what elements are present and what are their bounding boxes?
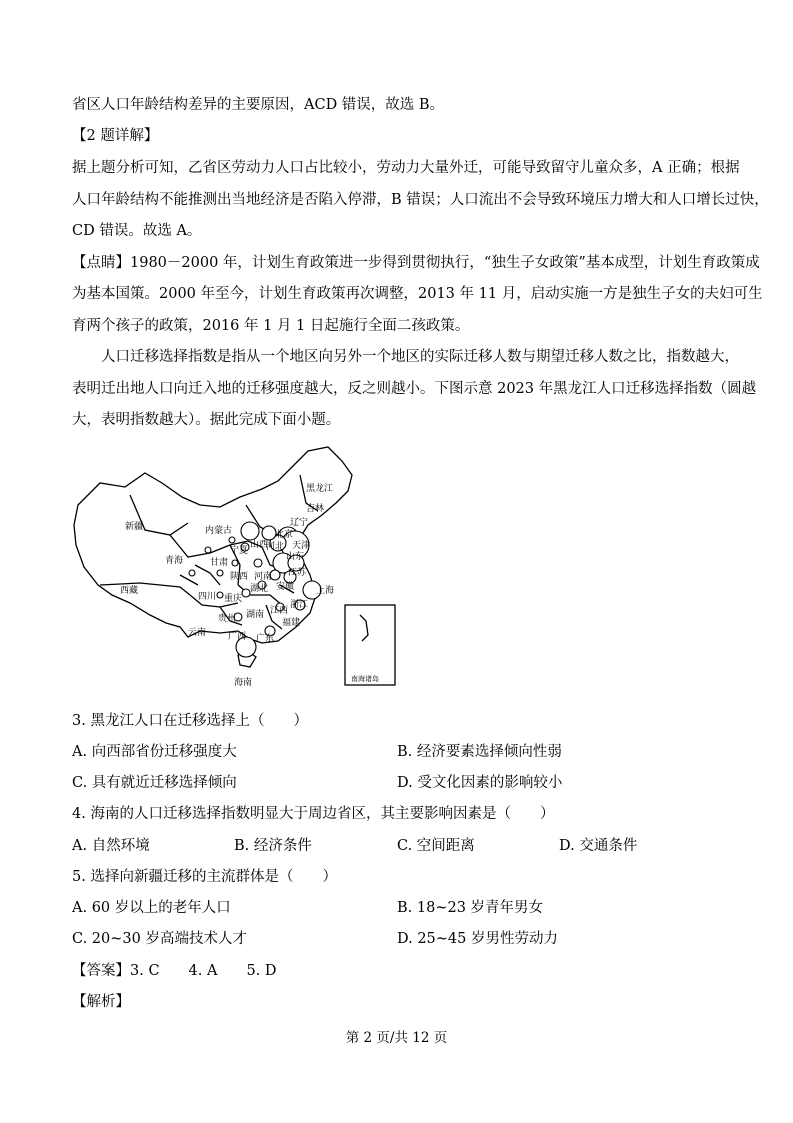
map-label: 山西 xyxy=(250,540,269,550)
map-label: 山东 xyxy=(286,552,305,562)
question-3-option-d[interactable]: D. 受文化因素的影响较小 xyxy=(397,775,563,791)
question-5-option-b[interactable]: B. 18~23 岁青年男女 xyxy=(397,900,544,916)
question-3-option-b[interactable]: B. 经济要素选择倾向性弱 xyxy=(397,744,562,760)
answer-values: 3. C 4. A 5. D xyxy=(130,963,277,979)
map-label: 湖北 xyxy=(250,584,269,594)
map-label: 福建 xyxy=(282,618,301,628)
map-label: 浙江 xyxy=(290,600,309,610)
question-4-option-b[interactable]: B. 经济条件 xyxy=(234,838,312,854)
page-footer: 第 2 页/共 12 页 xyxy=(345,1030,448,1046)
map-label: 安徽 xyxy=(276,582,295,592)
question-3-stem: 3. 黑龙江人口在迁移选择上（ ） xyxy=(72,713,308,729)
analysis-label: 【解析】 xyxy=(72,994,130,1010)
map-label: 宁夏 xyxy=(230,546,249,556)
map-label: 甘肃 xyxy=(210,558,229,568)
question-4-stem: 4. 海南的人口迁移选择指数明显大于周边省区，其主要影响因素是（ ） xyxy=(72,806,555,822)
map-label: 黑龙江 xyxy=(306,484,334,494)
map-label: 河南 xyxy=(254,572,273,582)
map-label: 新疆 xyxy=(125,522,144,532)
map-label: 北京 xyxy=(275,530,294,540)
map-label: 重庆 xyxy=(224,594,243,604)
question-4-option-a[interactable]: A. 自然环境 xyxy=(72,838,150,854)
map-label: 上海 xyxy=(316,586,335,596)
paragraph-line: 大，表明指数越大）。据此完成下面小题。 xyxy=(72,412,341,428)
paragraph-line: 表明迁出地人口向迁入地的迁移强度越大，反之则越小。下图示意 2023 年黑龙江人口迁移选择指数（圆越 xyxy=(72,381,757,397)
question-4-option-d[interactable]: D. 交通条件 xyxy=(559,838,638,854)
map-label: 河北 xyxy=(266,542,285,552)
map-label: 云南 xyxy=(188,628,207,638)
map-label: 青海 xyxy=(165,556,184,566)
map-label: 辽宁 xyxy=(290,518,309,528)
map-label: 海南 xyxy=(234,678,253,688)
map-label: 陕西 xyxy=(230,572,249,582)
question-3-option-a[interactable]: A. 向西部省份迁移强度大 xyxy=(72,744,237,760)
map-label: 四川 xyxy=(198,592,217,602)
map-label: 广西 xyxy=(228,632,247,642)
map-label: 西藏 xyxy=(120,586,139,596)
map-label: 江西 xyxy=(270,606,289,616)
answer-label: 【答案】 xyxy=(72,963,130,979)
question-3-option-c[interactable]: C. 具有就近迁移选择倾向 xyxy=(72,775,237,791)
map-label: 南海诸岛 xyxy=(351,675,379,683)
map-label: 贵州 xyxy=(218,614,237,624)
paragraph-line: 人口年龄结构不能推测出当地经济是否陷入停滞，B 错误；人口流出不会导致环境压力增大和人口增长过快， xyxy=(72,192,769,208)
question-5-option-a[interactable]: A. 60 岁以上的老年人口 xyxy=(72,900,231,916)
tip-heading-line: 【点睛】1980－2000 年，计划生育政策进一步得到贯彻执行，“独生子女政策”基本成型，计划生育政策成 xyxy=(72,255,760,271)
paragraph-line: 为基本国策。2000 年至今，计划生育政策再次调整，2013 年 11 月，启动实施一方是独生子女的夫妇可生 xyxy=(72,286,763,302)
map-label: 内蒙古 xyxy=(205,526,233,536)
answer-line xyxy=(72,961,277,981)
map-label: 吉林 xyxy=(306,504,325,514)
map-label: 天津 xyxy=(292,541,311,551)
section-heading-q2-detail: 【2 题详解】 xyxy=(72,128,159,144)
question-4-option-c[interactable]: C. 空间距离 xyxy=(397,838,475,854)
map-label: 广东 xyxy=(256,634,275,644)
paragraph-line: 省区人口年龄结构差异的主要原因，ACD 错误，故选 B。 xyxy=(72,97,445,113)
paragraph-line: 据上题分析可知，乙省区劳动力人口占比较小，劳动力大量外迁，可能导致留守儿童众多，A 正确；根据 xyxy=(72,160,740,176)
paragraph-line: 育两个孩子的政策，2016 年 1 月 1 日起施行全面二孩政策。 xyxy=(72,318,470,334)
paragraph-line: 人口迁移选择指数是指从一个地区向另外一个地区的实际迁移人数与期望迁移人数之比，指数越大， xyxy=(101,349,739,365)
question-5-option-d[interactable]: D. 25~45 岁男性劳动力 xyxy=(397,931,558,947)
map-label: 江苏 xyxy=(288,568,307,578)
china-migration-map xyxy=(70,445,400,690)
paragraph-line: CD 错误。故选 A。 xyxy=(72,223,202,239)
map-label: 湖南 xyxy=(246,610,265,620)
question-5-stem: 5. 选择向新疆迁移的主流群体是（ ） xyxy=(72,869,337,885)
question-5-option-c[interactable]: C. 20~30 岁高端技术人才 xyxy=(72,931,247,947)
